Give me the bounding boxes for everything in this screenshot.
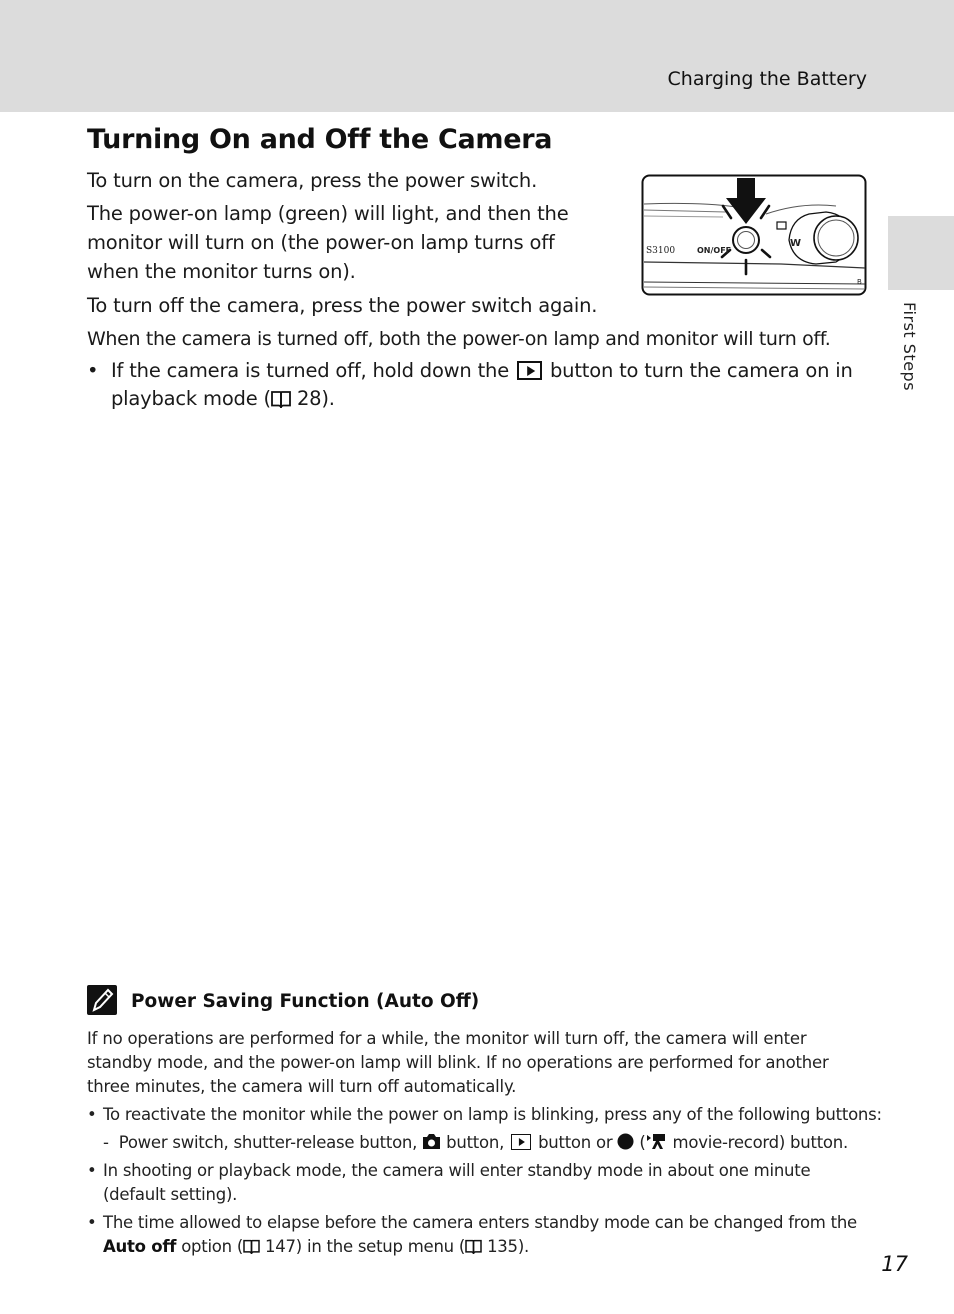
note-sub-item	[103, 1131, 873, 1155]
sub-text-part: button or	[538, 1133, 613, 1152]
mark-label: B	[857, 278, 862, 286]
bullet-text-part: ) in the setup menu (	[295, 1237, 466, 1256]
sub-dash: -	[103, 1133, 109, 1152]
page-reference: 147	[265, 1237, 296, 1256]
book-reference-icon	[243, 1239, 260, 1254]
bullet-text-part: option (	[181, 1237, 244, 1256]
page-title: Turning On and Off the Camera	[87, 124, 553, 155]
bullet-text-part: If the camera is turned off, hold down the	[111, 359, 509, 382]
bullet-text	[111, 357, 867, 413]
note-bullet	[87, 1103, 882, 1127]
movie-camera-icon	[646, 1132, 668, 1150]
side-tab-label: First Steps	[900, 302, 919, 392]
bullet-text-part: ).	[517, 1237, 529, 1256]
page-number: 17	[881, 1252, 908, 1276]
menu-option-name: Auto off	[103, 1237, 177, 1256]
note-bullet-text	[103, 1211, 872, 1259]
note-title: Power Saving Function (Auto Off)	[131, 991, 480, 1012]
note-bullet	[87, 1159, 872, 1207]
page-reference: 28	[296, 387, 322, 410]
book-reference-icon	[271, 390, 291, 408]
sub-text-part: button,	[446, 1133, 505, 1152]
model-label: S3100	[646, 246, 676, 256]
shooting-mode-camera-icon	[422, 1133, 441, 1150]
movie-record-button-icon	[617, 1133, 634, 1150]
page-reference: 135	[487, 1237, 518, 1256]
camera-power-switch-illustration	[641, 174, 867, 296]
bullet-dot: •	[87, 1161, 97, 1180]
body-paragraph: To turn on the camera, press the power switch.	[87, 169, 538, 192]
body-paragraph: When the camera is turned off, both the power-on lamp and monitor will turn off.	[87, 328, 831, 350]
book-reference-icon	[465, 1239, 482, 1254]
note-bullet	[87, 1211, 872, 1259]
bullet-dot: •	[87, 1105, 97, 1124]
note-pencil-icon	[87, 985, 117, 1015]
sub-text-part: Power switch, shutter-release button,	[118, 1133, 418, 1152]
on-off-label: ON/OFF	[697, 246, 732, 255]
bullet-dot: •	[87, 1213, 97, 1232]
sub-text-part: (	[639, 1133, 646, 1152]
sub-text-part: movie-record) button.	[672, 1133, 848, 1152]
side-tab	[888, 216, 954, 290]
zoom-label: W	[790, 238, 802, 249]
running-head: Charging the Battery	[667, 68, 867, 90]
bullet-text-part: button to turn the camera on in playback mode (	[111, 359, 853, 410]
body-paragraph: The power-on lamp (green) will light, and then the monitor will turn on (the power-on lamp turns off when the monitor turns on).	[87, 202, 569, 283]
bullet-item	[87, 357, 867, 413]
header-band	[0, 0, 954, 112]
body-paragraph: To turn off the camera, press the power switch again.	[87, 294, 598, 317]
bullet-dot: •	[87, 359, 99, 382]
note-bullet-text: In shooting or playback mode, the camera will enter standby mode in about one minute (default setting).	[103, 1161, 811, 1204]
bullet-text-part: ).	[321, 387, 335, 410]
note-paragraph: If no operations are performed for a while, the monitor will turn off, the camera will enter standby mode, and the power-on lamp will blink. If no operations are performed for another three minutes, the camera will turn off automatically.	[87, 1029, 829, 1096]
playback-button-icon	[511, 1134, 531, 1150]
playback-button-icon	[517, 361, 542, 380]
note-bullet-text: To reactivate the monitor while the power on lamp is blinking, press any of the following buttons:	[103, 1105, 882, 1124]
bullet-text-part: The time allowed to elapse before the camera enters standby mode can be changed from the	[103, 1213, 857, 1232]
